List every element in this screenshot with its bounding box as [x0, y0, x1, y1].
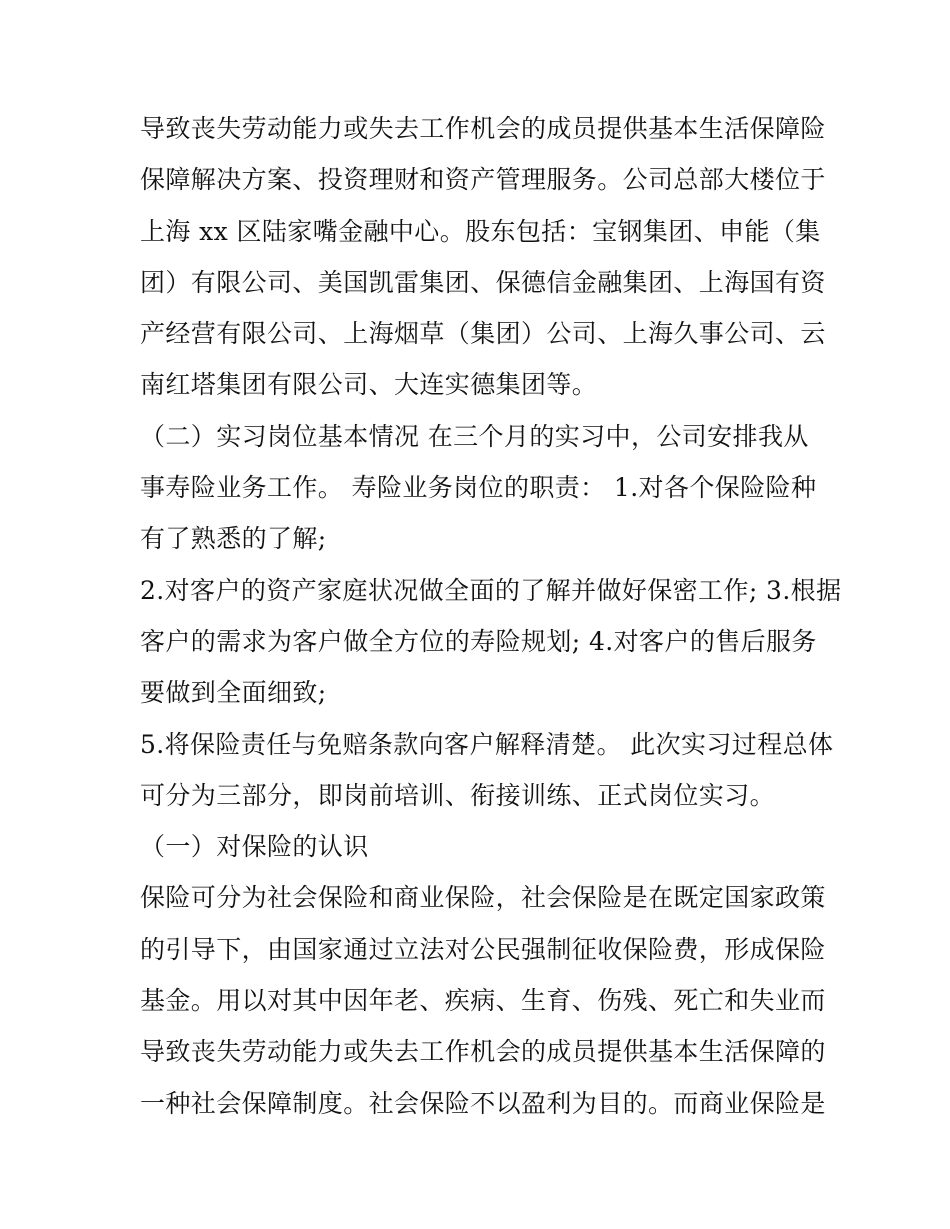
section-heading-internship-position: （二）实习岗位基本情况 在三个月的实习中，公司安排我从 — [140, 421, 809, 451]
section-heading-insurance-understanding: （一）对保险的认识 — [140, 832, 369, 862]
text-line-12: 要做到全面细致; — [140, 678, 327, 708]
text-line-11: 客户的需求为客户做全方位的寿险规划; 4.对客户的售后服务 — [140, 626, 817, 656]
text-line-17: 的引导下，由国家通过立法对公民强制征收保险费，形成保险 — [140, 934, 826, 964]
text-line-3: 上海 xx 区陆家嘴金融中心。股东包括：宝钢集团、申能（集 — [140, 216, 821, 246]
text-line-13: 5.将保险责任与免赔条款向客户解释清楚。 此次实习过程总体 — [140, 729, 834, 759]
text-line-4: 团）有限公司、美国凯雷集团、保德信金融集团、上海国有资 — [140, 267, 826, 297]
text-line-19: 导致丧失劳动能力或失去工作机会的成员提供基本生活保障的 — [140, 1037, 826, 1067]
text-line-2: 保障解决方案、投资理财和资产管理服务。公司总部大楼位于 — [140, 165, 826, 195]
text-line-18: 基金。用以对其中因年老、疾病、生育、伤残、死亡和失业而 — [140, 986, 826, 1016]
body-text — [140, 103, 842, 1129]
text-line-9: 有了熟悉的了解; — [140, 524, 327, 554]
text-line-6: 南红塔集团有限公司、大连实德集团等。 — [140, 370, 598, 400]
text-line-16: 保险可分为社会保险和商业保险，社会保险是在既定国家政策 — [140, 883, 826, 913]
text-line-10: 2.对客户的资产家庭状况做全面的了解并做好保密工作; 3.根据 — [140, 575, 842, 605]
text-line-8: 事寿险业务工作。 寿险业务岗位的职责： 1.对各个保险险种 — [140, 473, 817, 503]
text-line-5: 产经营有限公司、上海烟草（集团）公司、上海久事公司、云 — [140, 319, 826, 349]
text-line-1: 导致丧失劳动能力或失去工作机会的成员提供基本生活保障险 — [140, 114, 826, 143]
text-line-14: 可分为三部分，即岗前培训、衔接训练、正式岗位实习。 — [140, 780, 776, 810]
text-line-20: 一种社会保障制度。社会保险不以盈利为目的。而商业保险是 — [140, 1088, 826, 1118]
